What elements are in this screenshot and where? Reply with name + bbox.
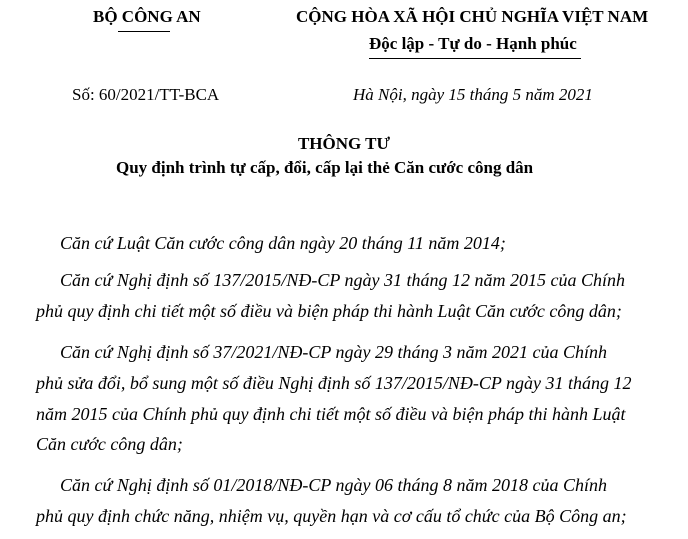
- basis-line-1: Căn cứ Luật Căn cước công dân ngày 20 tháng 11 năm 2014;: [60, 233, 506, 253]
- basis-line-2: Căn cứ Nghị định số 137/2015/NĐ-CP ngày 31 tháng 12 năm 2015 của Chính: [60, 270, 625, 290]
- nation-name: CỘNG HÒA XÃ HỘI CHỦ NGHĨA VIỆT NAM: [296, 7, 649, 26]
- national-motto: Độc lập - Tự do - Hạnh phúc: [369, 34, 577, 53]
- agency-name: BỘ CÔNG AN: [93, 7, 201, 26]
- agency-underline: [118, 31, 170, 32]
- document-number: Số: 60/2021/TT-BCA: [72, 85, 220, 104]
- basis-line-5: phủ sửa đổi, bổ sung một số điều Nghị định số 137/2015/NĐ-CP ngày 31 tháng 12: [36, 373, 632, 393]
- basis-line-9: phủ quy định chức năng, nhiệm vụ, quyền hạn và cơ cấu tổ chức của Bộ Công an;: [36, 506, 627, 526]
- basis-line-6: năm 2015 của Chính phủ quy định chi tiết một số điều và biện pháp thi hành Luật: [36, 404, 626, 424]
- basis-line-8: Căn cứ Nghị định số 01/2018/NĐ-CP ngày 06 tháng 8 năm 2018 của Chính: [60, 475, 607, 495]
- document-type-title: THÔNG TƯ: [297, 134, 391, 153]
- basis-line-4: Căn cứ Nghị định số 37/2021/NĐ-CP ngày 29 tháng 3 năm 2021 của Chính: [60, 342, 607, 362]
- basis-line-3: phủ quy định chi tiết một số điều và biện pháp thi hành Luật Căn cước công dân;: [36, 301, 622, 321]
- place-date: Hà Nội, ngày 15 tháng 5 năm 2021: [353, 85, 593, 104]
- motto-underline: [369, 58, 581, 59]
- document-subject: Quy định trình tự cấp, đổi, cấp lại thẻ Căn cước công dân: [116, 158, 534, 177]
- basis-line-7: Căn cước công dân;: [36, 434, 183, 454]
